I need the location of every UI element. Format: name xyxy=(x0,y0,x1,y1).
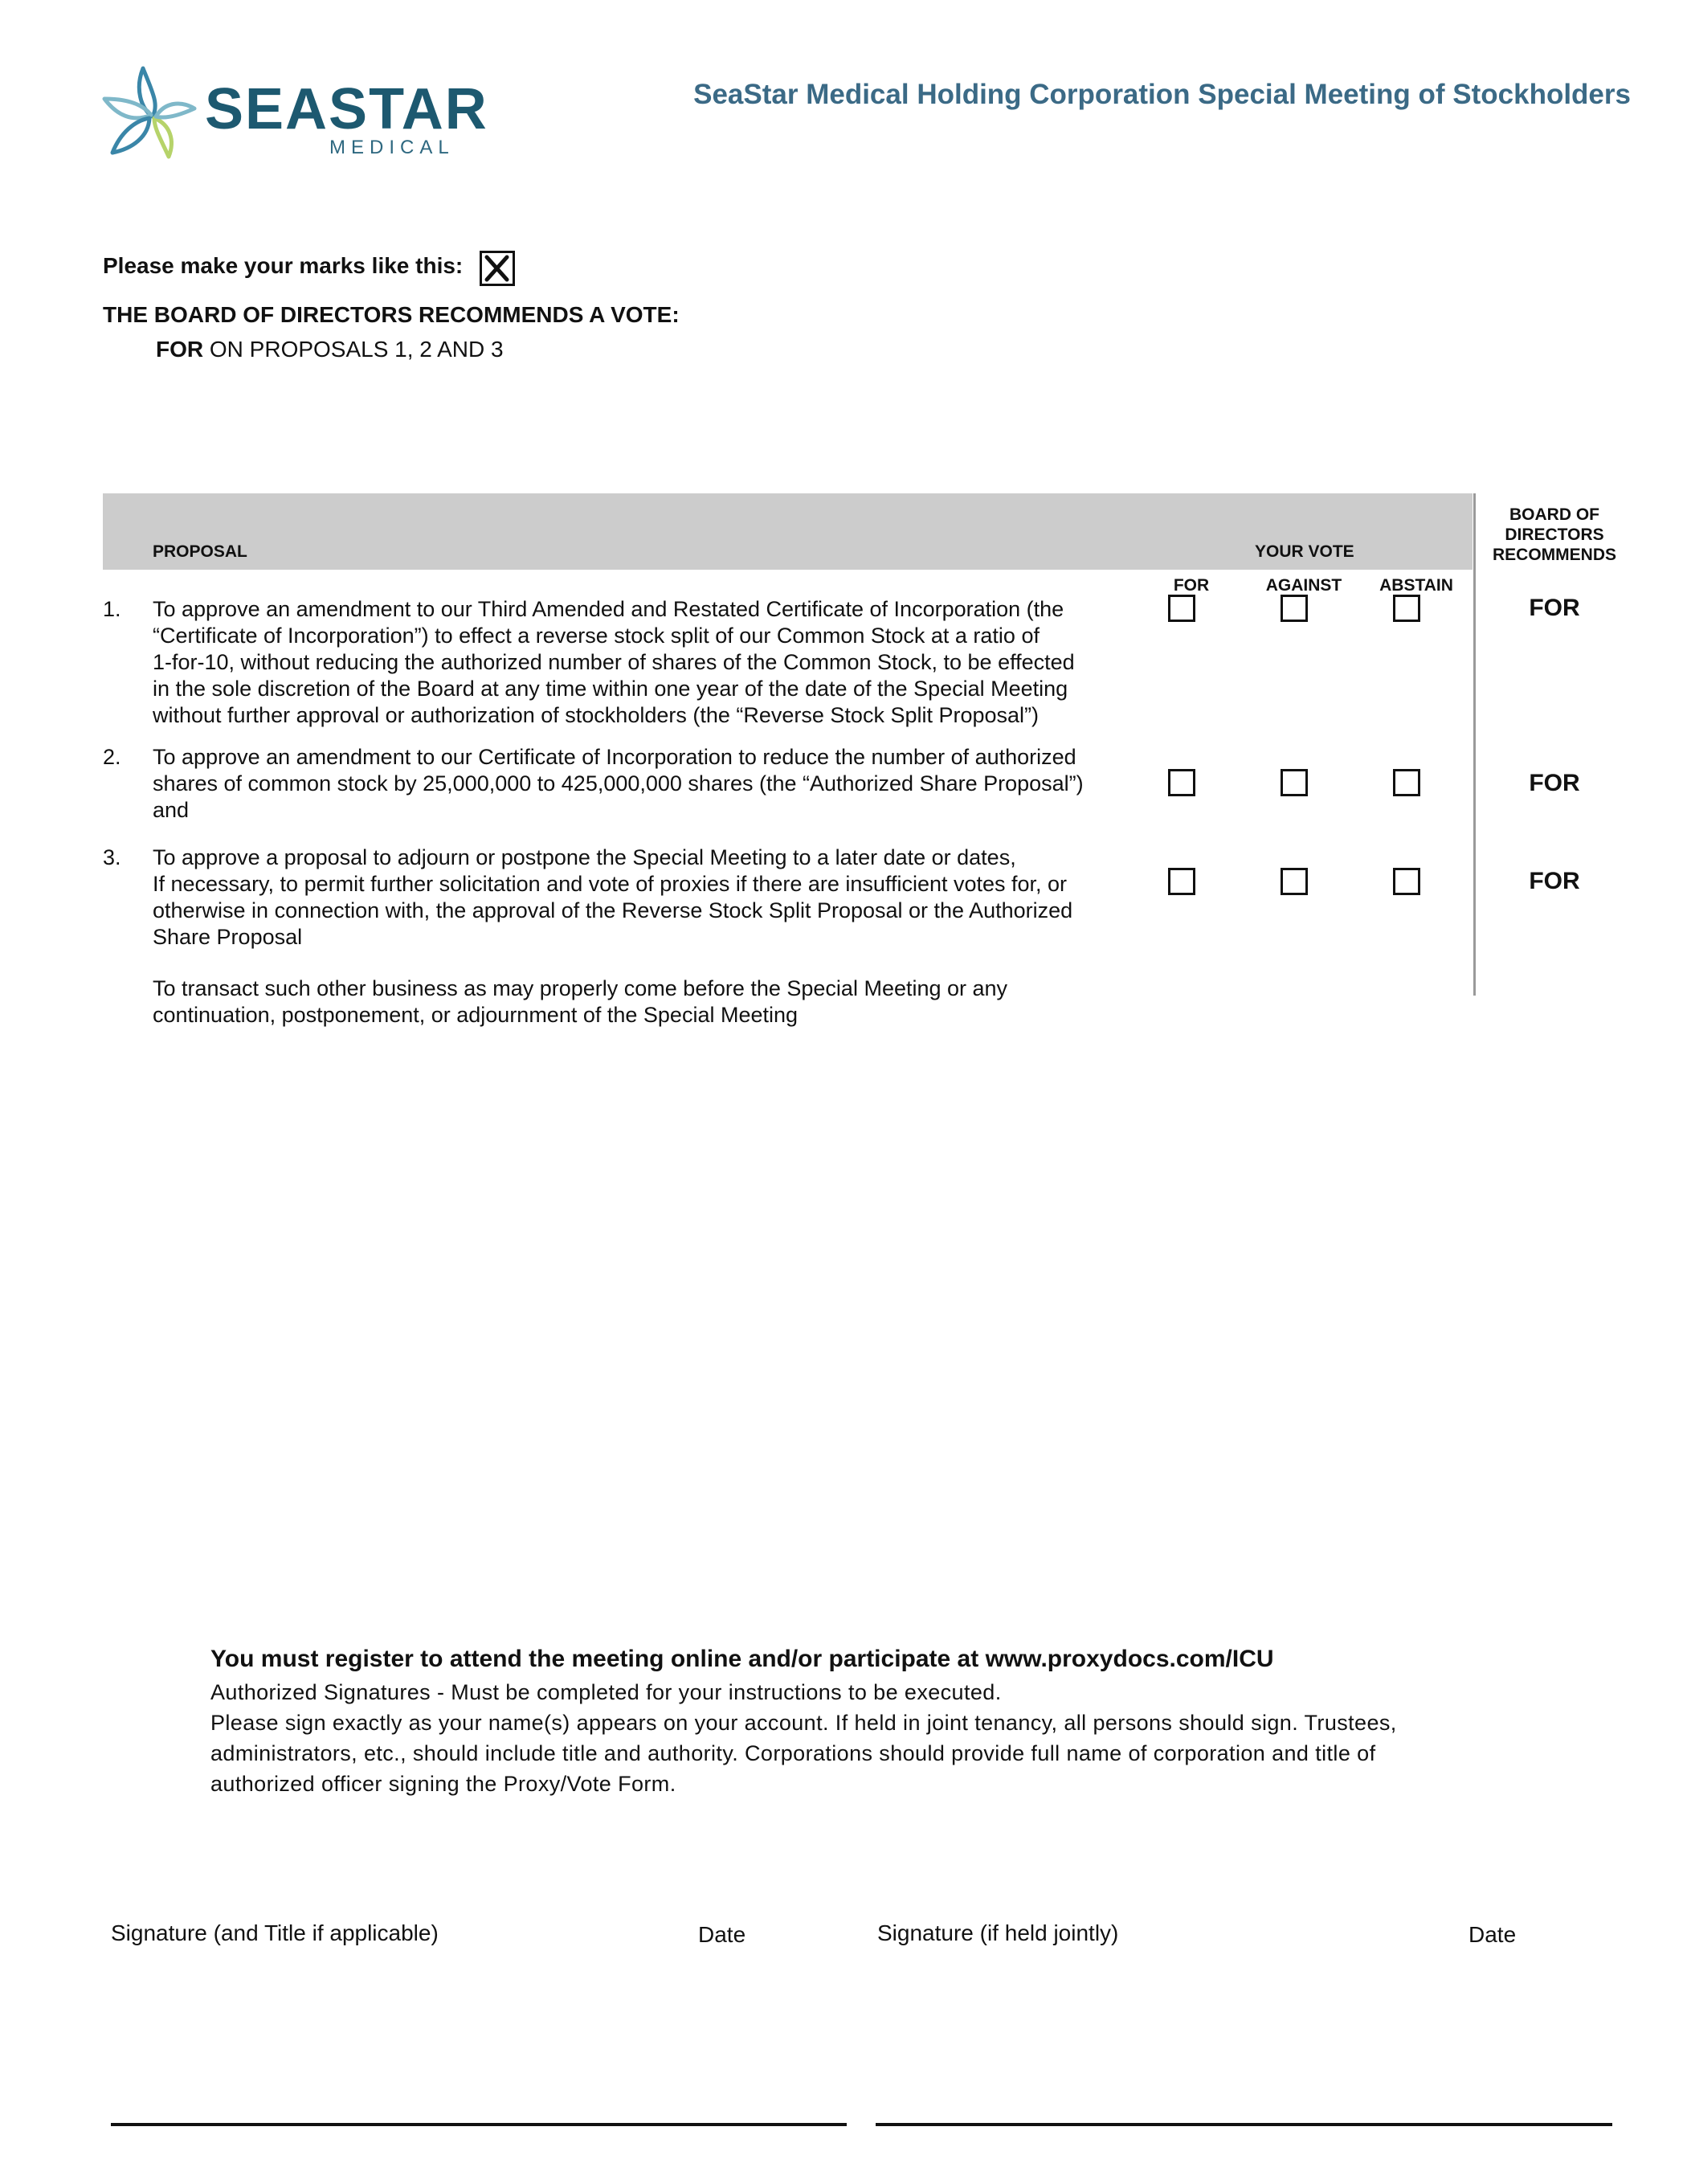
proposal-line: If necessary, to permit further solicitation and vote of proxies if there are insufficient votes for, or xyxy=(153,872,1068,896)
proposal-3-number: 3. xyxy=(103,845,121,869)
header-your-vote: YOUR VOTE xyxy=(1255,542,1354,561)
column-divider xyxy=(1473,493,1476,996)
proposal-line: otherwise in connection with, the approval of the Reverse Stock Split Proposal or the Authorized xyxy=(153,898,1073,922)
proposal-2-text xyxy=(153,744,1149,824)
signature-2-label: Signature (if held jointly) xyxy=(877,1920,1119,1945)
page-title: SeaStar Medical Holding Corporation Special Meeting of Stockholders xyxy=(693,79,1631,110)
header-board-recommends xyxy=(1478,505,1631,565)
header-proposal: PROPOSAL xyxy=(153,542,247,561)
signature-instructions xyxy=(210,1677,1496,1799)
board-recommendation-for: FOR xyxy=(156,337,204,362)
logo-wordmark: SEASTAR xyxy=(205,77,488,141)
proposal-2-recommendation: FOR xyxy=(1529,770,1580,796)
proposal-line: Share Proposal xyxy=(153,925,303,949)
proposal-1-for-checkbox[interactable] xyxy=(1168,595,1195,622)
proposal-line: To approve a proposal to adjourn or postpone the Special Meeting to a later date or dates, xyxy=(153,845,1016,869)
proposal-1-abstain-checkbox[interactable] xyxy=(1393,595,1420,622)
proposal-1-recommendation: FOR xyxy=(1529,595,1580,621)
proposal-1-against-checkbox[interactable] xyxy=(1281,595,1308,622)
proposal-line: 1-for-10, without reducing the authorized number of shares of the Common Stock, to be effected xyxy=(153,650,1075,674)
proposal-2-against-checkbox[interactable] xyxy=(1281,769,1308,796)
date-1-label: Date xyxy=(698,1922,746,1947)
marks-instruction: Please make your marks like this: xyxy=(103,253,464,278)
instruction-line: authorized officer signing the Proxy/Vote Form. xyxy=(210,1772,676,1796)
instruction-line: Authorized Signatures - Must be completed for your instructions to be executed. xyxy=(210,1680,1002,1704)
proposal-3-abstain-checkbox[interactable] xyxy=(1393,868,1420,895)
header-board-line: DIRECTORS xyxy=(1505,526,1604,544)
other-business-text xyxy=(153,975,1149,1029)
instruction-line: administrators, etc., should include title and authority. Corporations should provide full name of corporation and title of xyxy=(210,1741,1376,1765)
proposal-2-for-checkbox[interactable] xyxy=(1168,769,1195,796)
logo-subtitle: MEDICAL xyxy=(329,137,455,158)
signature-2-line[interactable] xyxy=(876,2123,1612,2126)
signature-1-line[interactable] xyxy=(111,2123,847,2126)
proposal-3-for-checkbox[interactable] xyxy=(1168,868,1195,895)
proposal-2-number: 2. xyxy=(103,745,121,769)
proposal-line: shares of common stock by 25,000,000 to 425,000,000 shares (the “Authorized Share Proposal”) xyxy=(153,771,1084,795)
date-2-label: Date xyxy=(1468,1922,1517,1947)
board-recommendation-proposals: ON PROPOSALS 1, 2 AND 3 xyxy=(203,337,504,362)
proposal-line: To approve an amendment to our Certificate of Incorporation to reduce the number of authorized xyxy=(153,745,1076,769)
other-business-line: To transact such other business as may properly come before the Special Meeting or any xyxy=(153,976,1008,1000)
instruction-line: Please sign exactly as your name(s) appears on your account. If held in joint tenancy, all persons should sign. Trustees, xyxy=(210,1711,1397,1735)
board-recommendation-heading: THE BOARD OF DIRECTORS RECOMMENDS A VOTE: xyxy=(103,302,680,327)
proposal-line: To approve an amendment to our Third Amended and Restated Certificate of Incorporation (the xyxy=(153,597,1064,621)
column-for: FOR xyxy=(1173,576,1210,595)
signature-1-label: Signature (and Title if applicable) xyxy=(111,1920,439,1945)
x-mark-icon xyxy=(482,253,513,284)
register-notice: You must register to attend the meeting online and/or participate at www.proxydocs.com/ICU xyxy=(210,1646,1274,1672)
other-business-line: continuation, postponement, or adjournment of the Special Meeting xyxy=(153,1003,799,1027)
proposal-1-text xyxy=(153,596,1149,729)
column-abstain: ABSTAIN xyxy=(1379,576,1453,595)
example-marked-checkbox xyxy=(480,251,515,286)
header-board-line: RECOMMENDS xyxy=(1492,546,1616,564)
proposal-line: in the sole discretion of the Board at any time within one year of the date of the Special Meeting xyxy=(153,677,1068,701)
proposal-line: “Certificate of Incorporation”) to effect a reverse stock split of our Common Stock at a ratio of xyxy=(153,624,1040,648)
proposal-2-abstain-checkbox[interactable] xyxy=(1393,769,1420,796)
header-board-line: BOARD OF xyxy=(1509,505,1599,524)
proposal-3-recommendation: FOR xyxy=(1529,868,1580,894)
proposal-line: and xyxy=(153,798,190,822)
proposal-3-against-checkbox[interactable] xyxy=(1281,868,1308,895)
board-recommendation-detail xyxy=(156,338,504,361)
column-against: AGAINST xyxy=(1265,576,1342,595)
proposal-line: without further approval or authorization of stockholders (the “Reverse Stock Split Proposal”) xyxy=(153,703,1040,727)
proposal-3-text xyxy=(153,845,1149,951)
proposal-1-number: 1. xyxy=(103,597,121,621)
